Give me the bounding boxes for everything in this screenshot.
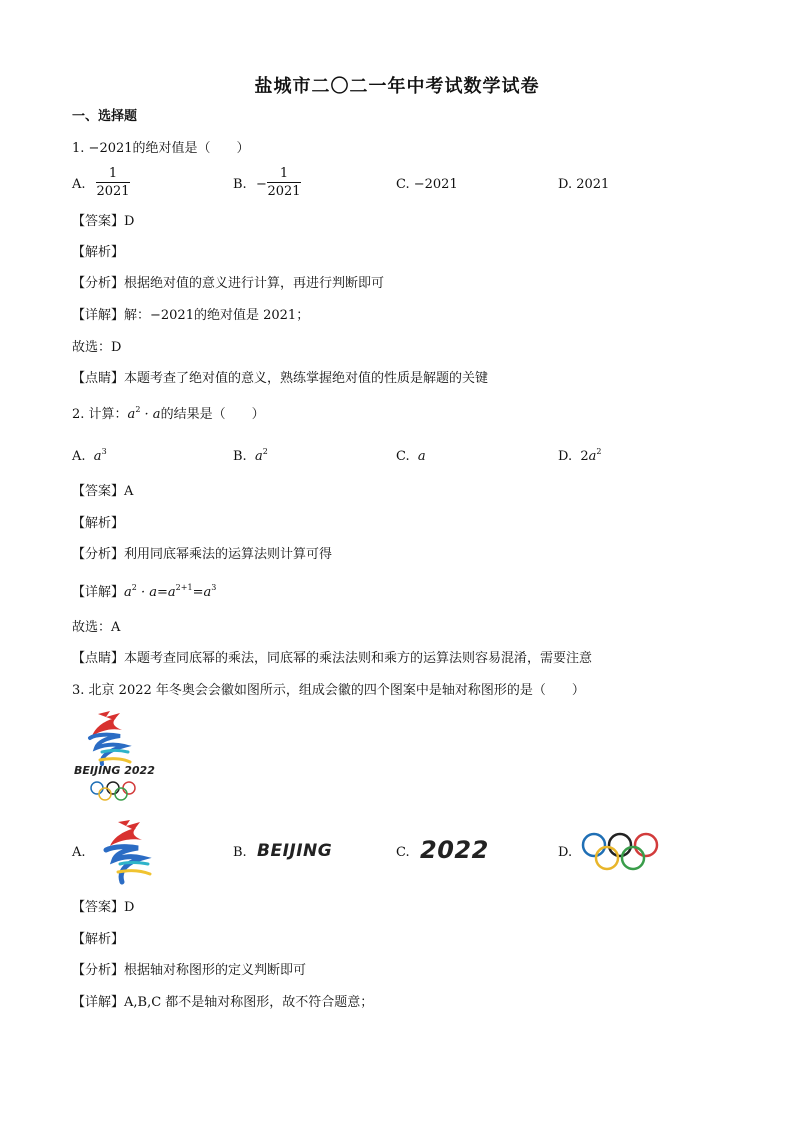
q1-option-a-numerator: 1 (108, 166, 118, 181)
q2-option-b (233, 448, 268, 466)
q2-option-a-exp: 3 (101, 447, 107, 456)
emblem-figure-icon (92, 818, 158, 888)
q3-option-b-label: B. (233, 845, 247, 860)
q1-option-b-numerator: 1 (279, 166, 289, 181)
olympic-rings-small-icon (88, 780, 138, 802)
q2-option-c-label: C. (396, 449, 410, 464)
q1-option-c: C. −2021 (396, 177, 458, 192)
q1-option-a-label: A. (72, 177, 86, 192)
q2-fenxi: 【分析】利用同底幂乘法的运算法则计算可得 (72, 547, 333, 562)
q3-fenxi: 【分析】根据轴对称图形的定义判断即可 (72, 963, 307, 978)
q3-option-a-figure (92, 818, 158, 888)
q2-option-a-label: A. (72, 449, 86, 464)
q2-option-d-exp: 2 (596, 447, 602, 456)
q1-choose: 故选：D (72, 340, 122, 355)
q2-detail-a: a (124, 585, 132, 600)
q2-option-b-label: B. (233, 449, 247, 464)
q3-stem: 3. 北京 2022 年冬奥会会徽如图所示，组成会徽的四个图案中是轴对称图形的是（ ） (72, 683, 585, 698)
q3-option-d-figure (580, 832, 660, 872)
q3-option-c-label: C. (396, 845, 410, 860)
q2-option-c-value: a (417, 449, 426, 464)
q2-detail-exp2: 2+1 (175, 583, 193, 592)
q2-comment: 【点睛】本题考查同底幂的乘法，同底幂的乘法法则和乘方的运算法则容易混淆，需要注意 (72, 651, 593, 666)
q1-option-d: D. 2021 (558, 177, 610, 192)
q2-option-c (396, 448, 426, 466)
q2-option-d-base: a (588, 449, 597, 464)
q2-detail-eq: =a (192, 585, 212, 600)
q2-option-d (558, 448, 602, 466)
olympic-rings-small (88, 780, 138, 802)
q1-number: 1. (72, 141, 85, 156)
q3-option-a-label: A. (72, 845, 86, 860)
q3-option-b-figure: BEIJING (257, 841, 333, 861)
q1-comment: 【点睛】本题考查了绝对值的意义，熟练掌握绝对值的性质是解题的关键 (72, 371, 489, 386)
q1-option-b-fraction (267, 166, 301, 200)
q1-fenxi: 【分析】根据绝对值的意义进行计算，再进行判断即可 (72, 276, 385, 291)
q3-answer: 【答案】D (72, 900, 135, 915)
q2-stem-prefix: 2. 计算： (72, 407, 128, 422)
q2-stem-suffix: 的结果是（ ） (160, 407, 265, 422)
q1-detail: 【详解】解：−2021的绝对值是 2021； (72, 308, 310, 323)
q1-option-b-sign: − (256, 177, 267, 192)
q1-option-a-denominator: 2021 (96, 184, 130, 199)
q3-analysis: 【解析】 (72, 932, 125, 947)
q2-option-b-base: a (254, 449, 263, 464)
q3-option-c-figure: 2022 (420, 836, 489, 864)
emblem-caption: BEIJING 2022 (74, 764, 155, 777)
q1-option-b-label: B. (233, 177, 247, 192)
q1-option-a-fraction (96, 166, 130, 200)
page-title: 盐城市二〇二一年中考试数学试卷 (254, 76, 540, 97)
q2-detail (72, 584, 216, 602)
q2-stem (72, 406, 265, 424)
q1-stem (72, 140, 250, 158)
q2-detail-exp3: 3 (211, 583, 217, 592)
q2-analysis: 【解析】 (72, 516, 125, 531)
q2-stem-base: a (127, 407, 136, 422)
q2-option-d-coef: 2 (580, 449, 589, 464)
q3-detail: 【详解】A,B,C 都不是轴对称图形，故不符合题意； (72, 995, 374, 1010)
q2-choose: 故选：A (72, 620, 121, 635)
q2-option-a (72, 448, 107, 466)
q2-answer: 【答案】A (72, 484, 134, 499)
q2-detail-label: 【详解】 (72, 585, 125, 600)
q1-option-b-denominator: 2021 (267, 184, 301, 199)
section-heading: 一、选择题 (72, 109, 138, 124)
q2-detail-mid: · a=a (136, 585, 176, 600)
q2-option-b-exp: 2 (262, 447, 268, 456)
q2-detail-exp1: 2 (131, 583, 137, 592)
q1-stem-text: −2021的绝对值是（ ） (88, 141, 250, 156)
q2-option-a-base: a (93, 449, 102, 464)
q2-stem-tail: · a (140, 407, 161, 422)
q3-option-d-label: D. (558, 845, 573, 860)
q2-stem-exp: 2 (135, 405, 141, 414)
q2-option-d-label: D. (558, 449, 573, 464)
olympic-rings-icon (580, 832, 660, 872)
q1-analysis: 【解析】 (72, 245, 125, 260)
q1-answer: 【答案】D (72, 214, 135, 229)
